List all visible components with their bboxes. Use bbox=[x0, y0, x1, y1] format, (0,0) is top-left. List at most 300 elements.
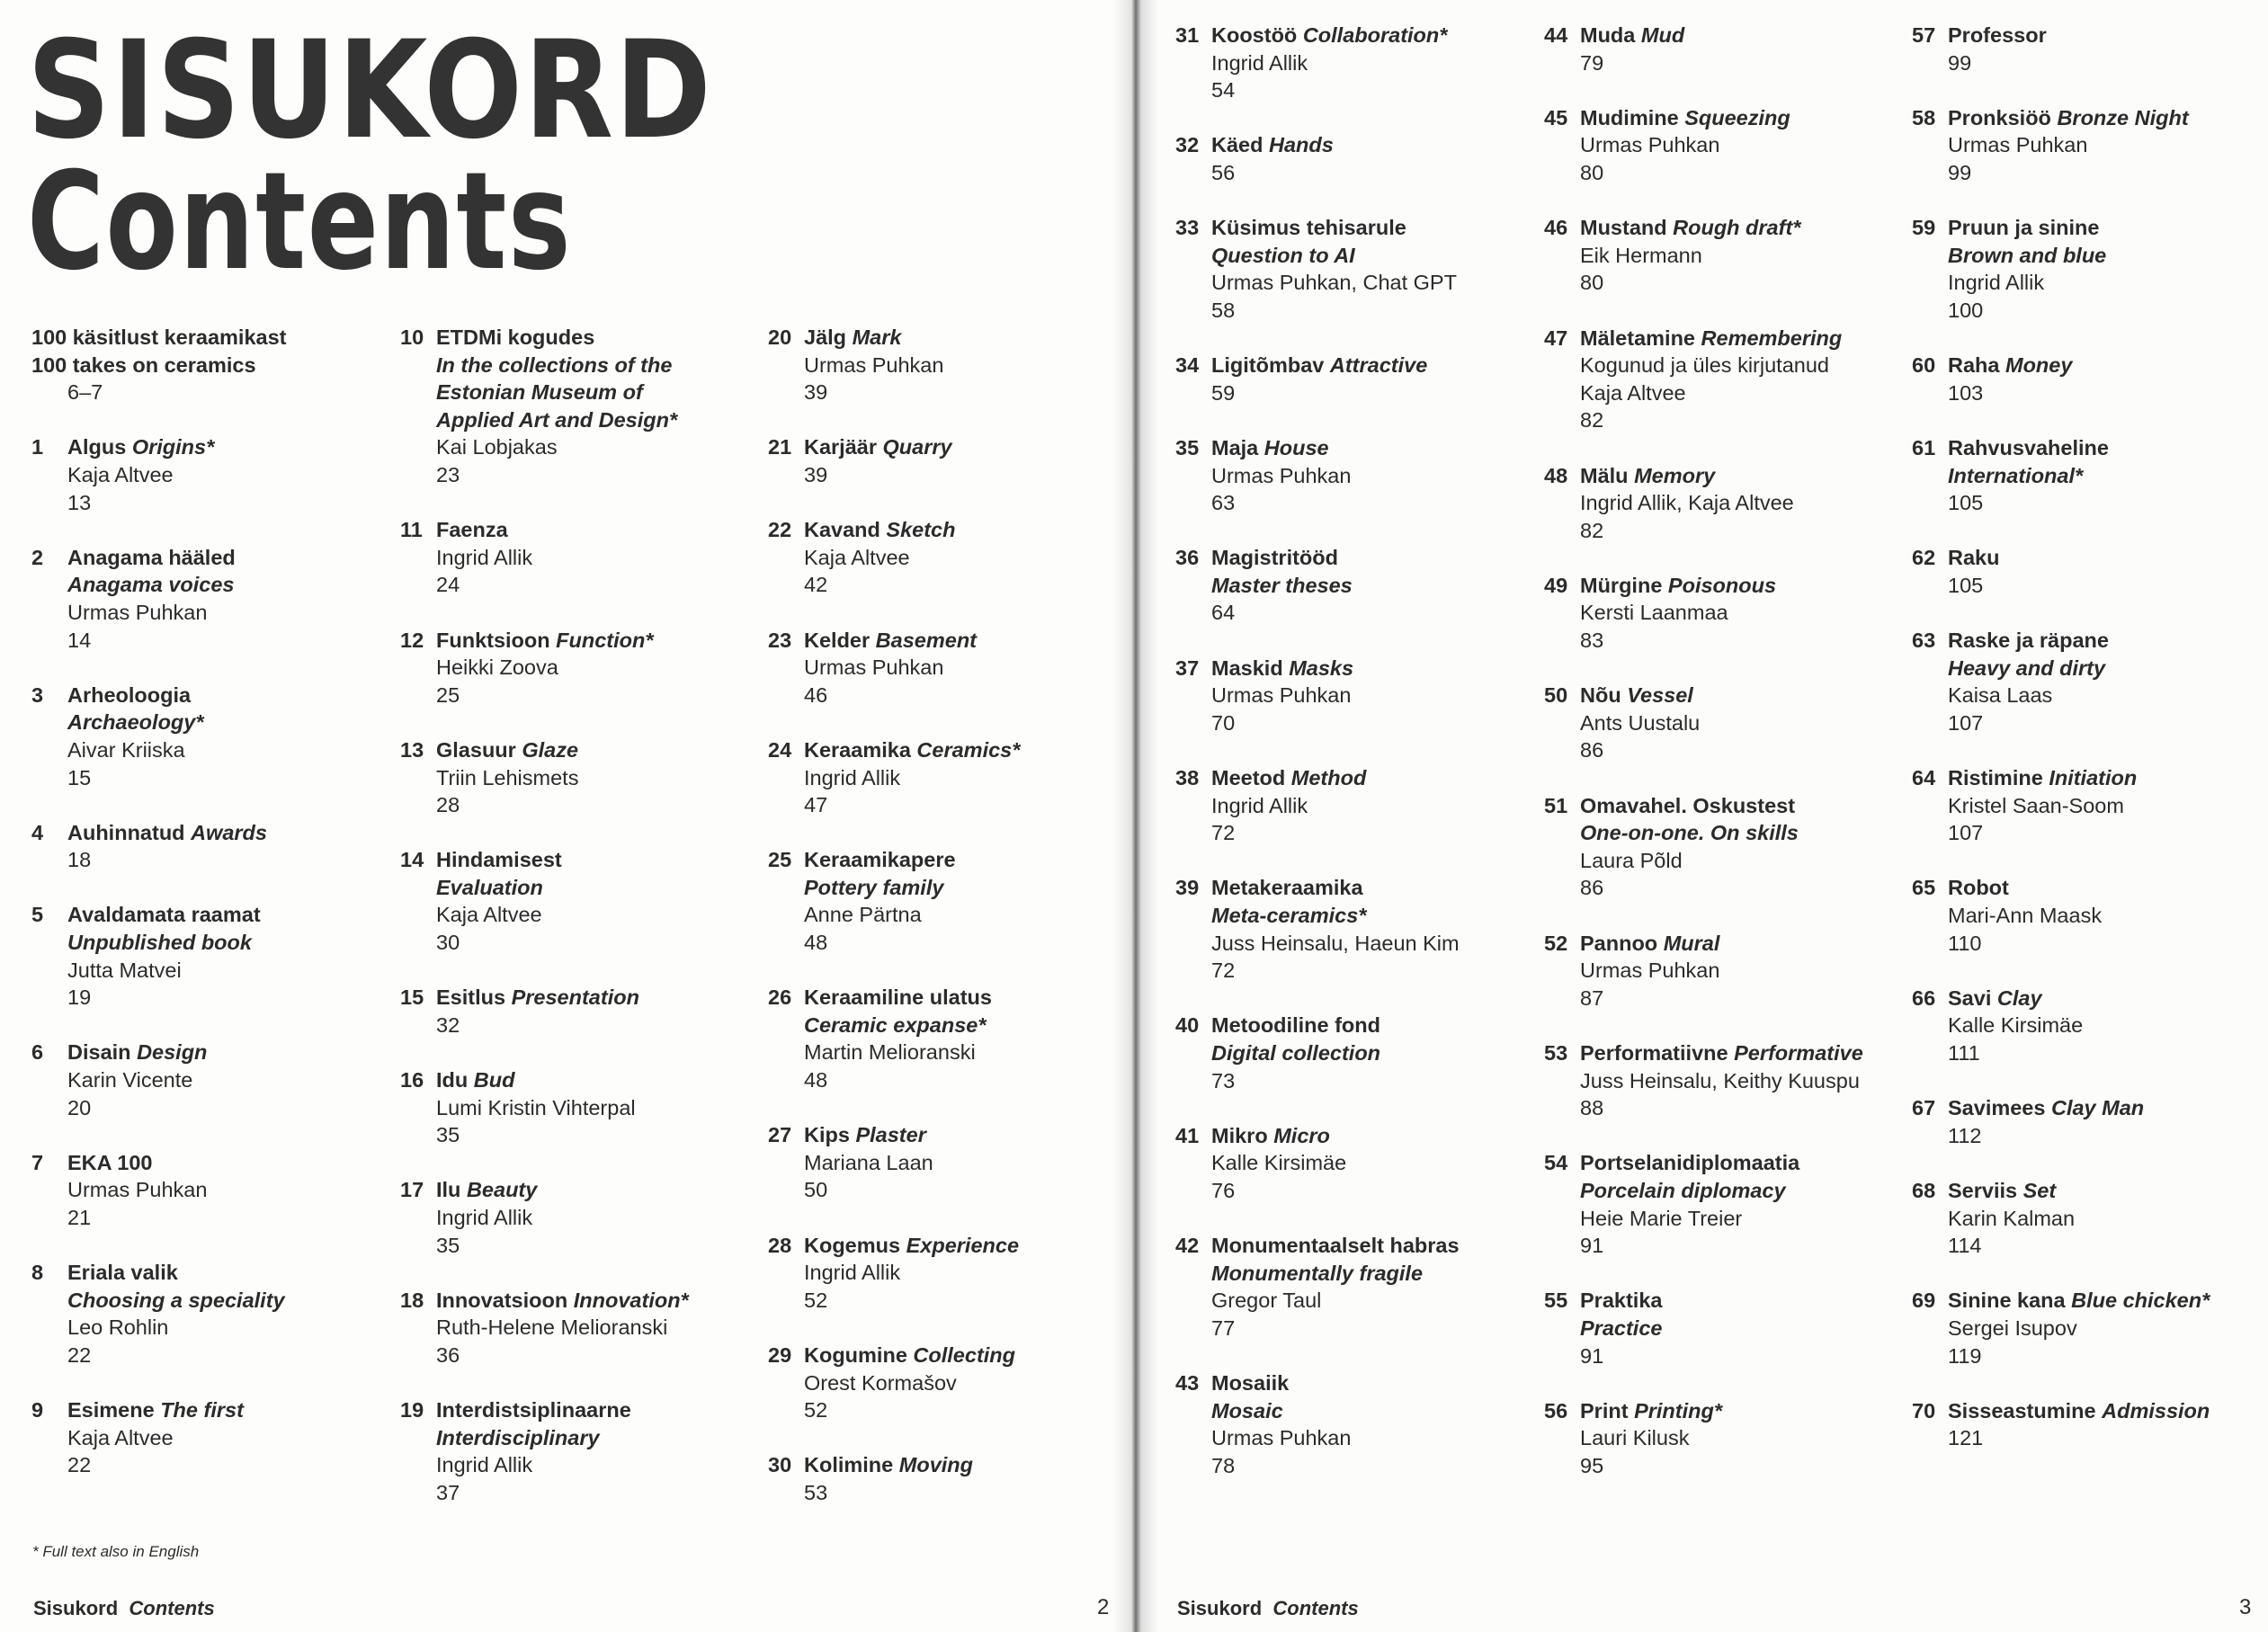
entry-author: Kai Lobjakas bbox=[436, 435, 558, 459]
entry-page: 13 bbox=[67, 490, 92, 514]
entry-author: Kaja Altvee bbox=[436, 903, 542, 927]
title-estonian: ETDMi kogudes bbox=[436, 326, 595, 349]
footer-right bbox=[1177, 1597, 1359, 1620]
entry-title bbox=[804, 1232, 1119, 1260]
entry-page: 35 bbox=[436, 1233, 460, 1257]
entry-number: 39 bbox=[1175, 876, 1200, 900]
entry-title bbox=[436, 846, 751, 901]
entry-title bbox=[1211, 22, 1526, 49]
entry-author: Gregor Taul bbox=[1211, 1289, 1322, 1313]
toc-entry[interactable] bbox=[1912, 22, 2263, 76]
entry-page: 78 bbox=[1211, 1453, 1236, 1477]
title-estonian: Kelder bbox=[804, 628, 871, 652]
title-english: Mural bbox=[1663, 931, 1720, 955]
toc-entry[interactable] bbox=[1544, 792, 1895, 902]
toc-entry[interactable] bbox=[31, 682, 382, 791]
toc-entry[interactable] bbox=[1912, 1177, 2263, 1260]
entry-title bbox=[1948, 214, 2263, 269]
title-english: Mosaic bbox=[1211, 1398, 1283, 1422]
entry-page: 87 bbox=[1580, 985, 1604, 1010]
toc-entry[interactable] bbox=[1912, 104, 2263, 187]
title-english: Origins* bbox=[131, 435, 215, 459]
entry-number: 6 bbox=[31, 1040, 44, 1065]
entry-number: 37 bbox=[1175, 655, 1200, 680]
entry-author: Urmas Puhkan bbox=[67, 600, 208, 624]
entry-author: Karin Vicente bbox=[67, 1068, 193, 1092]
title-english: Collaboration* bbox=[1302, 23, 1448, 47]
entry-page: 15 bbox=[67, 765, 92, 789]
title-estonian: Esitlus bbox=[436, 985, 506, 1010]
entry-title bbox=[1948, 434, 2263, 489]
entry-title bbox=[1211, 1122, 1526, 1150]
entry-title bbox=[1580, 1149, 1895, 1204]
entry-number: 30 bbox=[768, 1453, 792, 1477]
entry-body bbox=[1580, 1039, 1895, 1122]
entry-title bbox=[436, 324, 751, 433]
entry-number: 16 bbox=[400, 1068, 424, 1092]
entry-page: 121 bbox=[1948, 1426, 1984, 1450]
title-estonian: Mälu bbox=[1580, 463, 1629, 487]
title-english: Money bbox=[2005, 353, 2073, 378]
entry-number: 10 bbox=[400, 326, 424, 349]
title-estonian: Maja bbox=[1211, 435, 1259, 459]
entry-author: Ants Uustalu bbox=[1580, 710, 1701, 735]
entry-author: Lumi Kristin Vihterpal bbox=[436, 1095, 636, 1119]
entry-title bbox=[436, 516, 751, 544]
entry-number: 70 bbox=[1912, 1398, 1936, 1422]
entry-page: 39 bbox=[804, 380, 828, 405]
entry-title bbox=[1580, 104, 1895, 132]
toc-entry[interactable] bbox=[31, 1149, 382, 1232]
entry-page: 22 bbox=[67, 1453, 92, 1477]
toc-entry[interactable] bbox=[400, 1176, 751, 1259]
title-estonian: Praktika bbox=[1580, 1289, 1663, 1313]
title-english: Clay Man bbox=[2050, 1096, 2145, 1120]
toc-entry[interactable] bbox=[1175, 434, 1526, 517]
entry-page: 22 bbox=[67, 1342, 92, 1367]
entry-number: 17 bbox=[400, 1178, 424, 1202]
title-english: Question to AI bbox=[1211, 243, 1355, 267]
entry-number: 38 bbox=[1175, 766, 1200, 790]
entry-page: 91 bbox=[1580, 1343, 1604, 1368]
entry-number: 29 bbox=[768, 1342, 792, 1367]
title-english: Brown and blue bbox=[1948, 243, 2107, 267]
toc-entry[interactable] bbox=[1544, 1149, 1895, 1259]
toc-entry[interactable] bbox=[1544, 104, 1895, 187]
entry-number: 32 bbox=[1175, 133, 1200, 157]
entry-author: Heie Marie Treier bbox=[1580, 1206, 1743, 1230]
entry-title bbox=[67, 1396, 382, 1424]
toc-entry[interactable] bbox=[768, 324, 1119, 406]
entry-number: 8 bbox=[31, 1261, 44, 1285]
entry-number: 33 bbox=[1175, 216, 1200, 240]
toc-entry[interactable] bbox=[1912, 434, 2263, 517]
entry-title bbox=[1211, 764, 1526, 792]
entry-author: Urmas Puhkan bbox=[67, 1178, 208, 1202]
toc-entry[interactable] bbox=[1912, 1287, 2263, 1369]
entry-title bbox=[1580, 325, 1895, 352]
entry-title bbox=[1211, 1012, 1526, 1066]
entry-body bbox=[1948, 1177, 2263, 1260]
entry-page: 21 bbox=[67, 1206, 92, 1229]
title-estonian: Magistritööd bbox=[1211, 546, 1338, 570]
entry-number: 63 bbox=[1912, 629, 1936, 653]
entry-body bbox=[1580, 462, 1895, 545]
entry-body bbox=[436, 984, 751, 1039]
toc-entry[interactable] bbox=[1175, 131, 1526, 186]
page-gutter bbox=[1113, 0, 1158, 1632]
toc-entry[interactable] bbox=[1912, 627, 2263, 736]
entry-number: 27 bbox=[768, 1123, 792, 1147]
entry-title bbox=[804, 1121, 1119, 1149]
entry-page: 91 bbox=[1580, 1234, 1604, 1258]
entry-title bbox=[436, 627, 751, 655]
toc-entry[interactable] bbox=[31, 819, 382, 874]
toc-entry[interactable] bbox=[31, 433, 382, 516]
title-estonian: Käed bbox=[1211, 133, 1263, 157]
entry-title bbox=[1948, 1397, 2263, 1425]
entry-body bbox=[1948, 104, 2263, 187]
entry-title bbox=[1211, 214, 1526, 269]
toc-entry[interactable] bbox=[400, 627, 751, 709]
title-english: Porcelain diplomacy bbox=[1580, 1178, 1786, 1202]
title-estonian: Kavand bbox=[804, 518, 880, 542]
entry-body bbox=[1580, 572, 1895, 655]
entry-body bbox=[1211, 1232, 1526, 1342]
entry-body bbox=[67, 1039, 382, 1121]
entry-page: 59 bbox=[1211, 380, 1236, 405]
toc-entry[interactable] bbox=[31, 1039, 382, 1121]
entry-number: 60 bbox=[1912, 353, 1936, 378]
toc-entry[interactable] bbox=[1544, 930, 1895, 1012]
entry-body bbox=[436, 846, 751, 956]
title-estonian: Ristimine bbox=[1948, 766, 2043, 790]
entry-page: 35 bbox=[436, 1123, 460, 1147]
entry-title bbox=[436, 1176, 751, 1204]
entry-page: 80 bbox=[1580, 271, 1604, 295]
entry-body bbox=[1948, 544, 2263, 599]
title-english: Experience bbox=[906, 1233, 1020, 1257]
title-estonian: Serviis bbox=[1948, 1178, 2018, 1202]
entry-author: Juss Heinsalu, Haeun Kim bbox=[1211, 931, 1460, 955]
toc-entry[interactable] bbox=[1544, 1397, 1895, 1480]
entry-page: 47 bbox=[804, 793, 828, 817]
title-english: Ceramic expanse* bbox=[804, 1012, 987, 1037]
title-english: Mark bbox=[852, 326, 902, 349]
toc-entry[interactable] bbox=[1544, 462, 1895, 545]
toc-entry[interactable] bbox=[31, 544, 382, 654]
toc-column-5 bbox=[1544, 22, 1895, 1507]
entry-page: 37 bbox=[436, 1480, 460, 1504]
entry-author: Sergei Isupov bbox=[1948, 1315, 2077, 1340]
entry-body bbox=[436, 627, 751, 709]
title-english: Squeezing bbox=[1684, 105, 1790, 129]
toc-entry[interactable] bbox=[768, 1342, 1119, 1424]
toc-entry[interactable] bbox=[768, 984, 1119, 1093]
entry-number: 59 bbox=[1912, 216, 1936, 240]
toc-entry[interactable] bbox=[400, 324, 751, 489]
title-english: Clay bbox=[1996, 985, 2042, 1010]
entry-title bbox=[1580, 1039, 1895, 1067]
entry-number: 64 bbox=[1912, 766, 1936, 790]
title-estonian: Raha bbox=[1948, 353, 2000, 378]
title-english: Pottery family bbox=[804, 875, 944, 899]
toc-entry[interactable] bbox=[1544, 1039, 1895, 1122]
entry-body bbox=[67, 901, 382, 1011]
toc-entry[interactable] bbox=[1912, 874, 2263, 957]
toc-entry[interactable] bbox=[31, 324, 382, 406]
entry-title bbox=[436, 984, 751, 1012]
entry-title bbox=[67, 819, 382, 847]
entry-page: 99 bbox=[1948, 50, 1972, 75]
entry-body bbox=[1580, 1287, 1895, 1369]
entry-page: 79 bbox=[1580, 50, 1604, 75]
entry-body bbox=[1948, 627, 2263, 736]
entry-page: 111 bbox=[1948, 1040, 1980, 1065]
toc-entry[interactable] bbox=[1175, 1232, 1526, 1342]
toc-entry[interactable] bbox=[768, 736, 1119, 819]
toc-entry[interactable] bbox=[1912, 352, 2263, 406]
entry-body bbox=[1211, 1012, 1526, 1094]
toc-entry[interactable] bbox=[1175, 544, 1526, 627]
title-english: Glaze bbox=[522, 737, 579, 762]
entry-body bbox=[67, 682, 382, 791]
entry-body bbox=[1948, 985, 2263, 1067]
title-english: The first bbox=[160, 1398, 244, 1422]
entry-author: Urmas Puhkan bbox=[804, 655, 944, 680]
entry-body bbox=[1211, 352, 1526, 406]
entry-title bbox=[804, 1451, 1119, 1479]
toc-entry[interactable] bbox=[1175, 1369, 1526, 1479]
entry-title bbox=[1211, 352, 1526, 379]
toc-entry[interactable] bbox=[400, 516, 751, 599]
title-english: Rough draft* bbox=[1673, 216, 1801, 240]
entry-author: Laura Põld bbox=[1580, 848, 1683, 872]
toc-entry[interactable] bbox=[1544, 214, 1895, 297]
entry-body bbox=[1580, 682, 1895, 764]
title-english: Interdisciplinary bbox=[436, 1425, 600, 1449]
title-english: Hands bbox=[1269, 133, 1334, 157]
entry-title bbox=[1211, 1369, 1526, 1424]
toc-entry[interactable] bbox=[1912, 985, 2263, 1067]
entry-page: 114 bbox=[1948, 1234, 1982, 1258]
toc-entry[interactable] bbox=[1912, 214, 2263, 324]
title-english: Ceramics* bbox=[916, 737, 1021, 762]
entry-author: Leo Rohlin bbox=[67, 1315, 169, 1340]
toc-entry[interactable] bbox=[768, 1232, 1119, 1315]
title-estonian: Performatiivne bbox=[1580, 1040, 1728, 1065]
title-english: 100 takes on ceramics bbox=[31, 352, 256, 377]
entry-number: 55 bbox=[1544, 1289, 1568, 1313]
title-english: Innovation* bbox=[573, 1288, 689, 1312]
entry-page: 76 bbox=[1211, 1178, 1236, 1202]
toc-entry[interactable] bbox=[768, 1451, 1119, 1506]
title-english: Unpublished book bbox=[67, 931, 252, 955]
title-english: Practice bbox=[1580, 1315, 1663, 1340]
toc-entry[interactable] bbox=[1544, 572, 1895, 655]
footer-left bbox=[33, 1597, 215, 1620]
title-estonian: Koostöö bbox=[1211, 23, 1298, 47]
title-estonian: Robot bbox=[1948, 876, 2009, 900]
entry-page: 48 bbox=[804, 1068, 828, 1092]
toc-entry[interactable] bbox=[1175, 1012, 1526, 1094]
title-estonian: Print bbox=[1580, 1398, 1629, 1422]
entry-body bbox=[67, 544, 382, 654]
entry-title bbox=[31, 324, 382, 379]
toc-entry[interactable] bbox=[400, 1396, 751, 1506]
entry-title bbox=[67, 1259, 382, 1314]
toc-entry[interactable] bbox=[1175, 22, 1526, 104]
entry-page: 53 bbox=[804, 1480, 828, 1504]
toc-entry[interactable] bbox=[400, 736, 751, 819]
title-english: Blue chicken* bbox=[2071, 1289, 2210, 1313]
entry-author: Ingrid Allik bbox=[436, 545, 533, 569]
toc-entry[interactable] bbox=[400, 1066, 751, 1149]
entry-author: Urmas Puhkan bbox=[1211, 683, 1352, 708]
entry-title bbox=[67, 433, 382, 461]
entry-author: Heikki Zoova bbox=[436, 655, 558, 680]
toc-entry[interactable] bbox=[1544, 1287, 1895, 1369]
toc-entry[interactable] bbox=[400, 846, 751, 956]
entry-body bbox=[436, 516, 751, 599]
title-estonian: Keraamika bbox=[804, 737, 911, 762]
entry-title bbox=[1211, 655, 1526, 682]
entry-author: Kaja Altvee bbox=[804, 545, 910, 569]
entry-author: Kersti Laanmaa bbox=[1580, 601, 1728, 625]
entry-title bbox=[1580, 1287, 1895, 1342]
title-english: International* bbox=[1948, 463, 2084, 487]
entry-body bbox=[1580, 22, 1895, 76]
title-english: Quarry bbox=[882, 435, 952, 459]
entry-page: 18 bbox=[67, 848, 92, 872]
entry-author: Kaja Altvee bbox=[67, 462, 174, 486]
entry-number: 36 bbox=[1175, 546, 1200, 570]
toc-entry[interactable] bbox=[1175, 1122, 1526, 1205]
toc-entry[interactable] bbox=[768, 433, 1119, 488]
entry-number: 25 bbox=[768, 848, 792, 872]
entry-number: 54 bbox=[1544, 1151, 1568, 1175]
toc-entry[interactable] bbox=[768, 627, 1119, 709]
entry-body bbox=[1580, 1149, 1895, 1259]
title-estonian: Ilu bbox=[436, 1178, 461, 1202]
entry-title bbox=[804, 324, 1119, 352]
title-estonian: Algus bbox=[67, 435, 127, 459]
toc-entry[interactable] bbox=[1175, 214, 1526, 324]
entry-body bbox=[67, 1149, 382, 1232]
entry-body bbox=[67, 1259, 382, 1369]
title-estonian: Disain bbox=[67, 1040, 131, 1065]
toc-entry[interactable] bbox=[1912, 1397, 2263, 1452]
entry-body bbox=[1211, 1369, 1526, 1479]
entry-author: Orest Kormašov bbox=[804, 1370, 957, 1395]
title-estonian: Idu bbox=[436, 1068, 469, 1092]
footer-en: Contents bbox=[129, 1597, 215, 1619]
toc-entry[interactable] bbox=[31, 1259, 382, 1369]
entry-page: 52 bbox=[804, 1398, 828, 1422]
entry-body bbox=[67, 819, 382, 874]
entry-number: 14 bbox=[400, 848, 424, 872]
title-estonian: Anagama hääled bbox=[67, 545, 236, 569]
title-estonian: Muda bbox=[1580, 23, 1636, 47]
entry-number: 2 bbox=[31, 545, 44, 569]
entry-page: 48 bbox=[804, 931, 828, 955]
entry-body bbox=[804, 516, 1119, 599]
entry-body bbox=[1948, 1094, 2263, 1149]
toc-entry[interactable] bbox=[1544, 22, 1895, 76]
entry-title bbox=[1580, 792, 1895, 847]
entry-body bbox=[1211, 131, 1526, 186]
entry-page: 50 bbox=[804, 1178, 828, 1202]
toc-entry[interactable] bbox=[400, 1287, 751, 1369]
title-estonian: Metakeraamika bbox=[1211, 876, 1363, 900]
toc-entry[interactable] bbox=[1912, 544, 2263, 599]
entry-title bbox=[1948, 22, 2263, 49]
entry-title bbox=[1211, 874, 1526, 929]
toc-entry[interactable] bbox=[1544, 682, 1895, 764]
entry-page: 39 bbox=[804, 462, 828, 486]
entry-page: 105 bbox=[1948, 491, 1984, 515]
toc-entry[interactable] bbox=[400, 984, 751, 1039]
toc-entry[interactable] bbox=[1544, 325, 1895, 434]
toc-entry[interactable] bbox=[1175, 764, 1526, 847]
toc-entry[interactable] bbox=[768, 1121, 1119, 1204]
title-english: Digital collection bbox=[1211, 1040, 1381, 1065]
footer-et: Sisukord bbox=[33, 1597, 119, 1619]
entry-body bbox=[1580, 325, 1895, 434]
toc-entry[interactable] bbox=[1175, 352, 1526, 406]
title-english: Attractive bbox=[1329, 353, 1428, 378]
entry-number: 50 bbox=[1544, 683, 1568, 708]
title-english: Method bbox=[1290, 766, 1367, 790]
title-estonian: Pannoo bbox=[1580, 931, 1658, 955]
title-estonian: Monumentaalselt habras bbox=[1211, 1234, 1460, 1258]
entry-author: Urmas Puhkan bbox=[1580, 133, 1720, 157]
entry-body bbox=[1948, 1287, 2263, 1369]
toc-entry[interactable] bbox=[31, 901, 382, 1011]
title-english: Design bbox=[137, 1040, 208, 1065]
title-estonian: Karjäär bbox=[804, 435, 877, 459]
entry-page: 88 bbox=[1580, 1096, 1604, 1120]
toc-entry[interactable] bbox=[768, 846, 1119, 956]
title-english: Micro bbox=[1273, 1123, 1330, 1147]
entry-number: 47 bbox=[1544, 326, 1568, 350]
entry-page: 63 bbox=[1211, 491, 1236, 515]
entry-author: Urmas Puhkan bbox=[1211, 1426, 1352, 1450]
title-estonian: Raku bbox=[1948, 546, 2000, 570]
title-estonian: Omavahel. Oskustest bbox=[1580, 793, 1796, 817]
entry-body bbox=[804, 1451, 1119, 1506]
entry-body bbox=[1211, 655, 1526, 737]
entry-author: Ingrid Allik bbox=[804, 1261, 901, 1285]
entry-author: Mari-Ann Maask bbox=[1948, 904, 2103, 927]
entry-title bbox=[67, 1039, 382, 1066]
toc-entry[interactable] bbox=[1175, 874, 1526, 984]
entry-page: 32 bbox=[436, 1012, 460, 1037]
entry-body bbox=[31, 324, 382, 406]
entry-title bbox=[1211, 131, 1526, 159]
toc-entry[interactable] bbox=[768, 516, 1119, 599]
toc-entry[interactable] bbox=[1175, 655, 1526, 737]
title-estonian: Portselanidiplomaatia bbox=[1580, 1151, 1800, 1175]
toc-entry[interactable] bbox=[1912, 764, 2263, 847]
entry-page: 107 bbox=[1948, 821, 1984, 845]
title-estonian: Rahvusvaheline bbox=[1948, 435, 2109, 459]
toc-entry[interactable] bbox=[1912, 1094, 2263, 1149]
toc-entry[interactable] bbox=[31, 1396, 382, 1479]
entry-number: 62 bbox=[1912, 546, 1936, 570]
entry-number: 26 bbox=[768, 985, 792, 1010]
title-english: In the collections of the Estonian Museum of Applied Art and Design* bbox=[436, 352, 678, 432]
